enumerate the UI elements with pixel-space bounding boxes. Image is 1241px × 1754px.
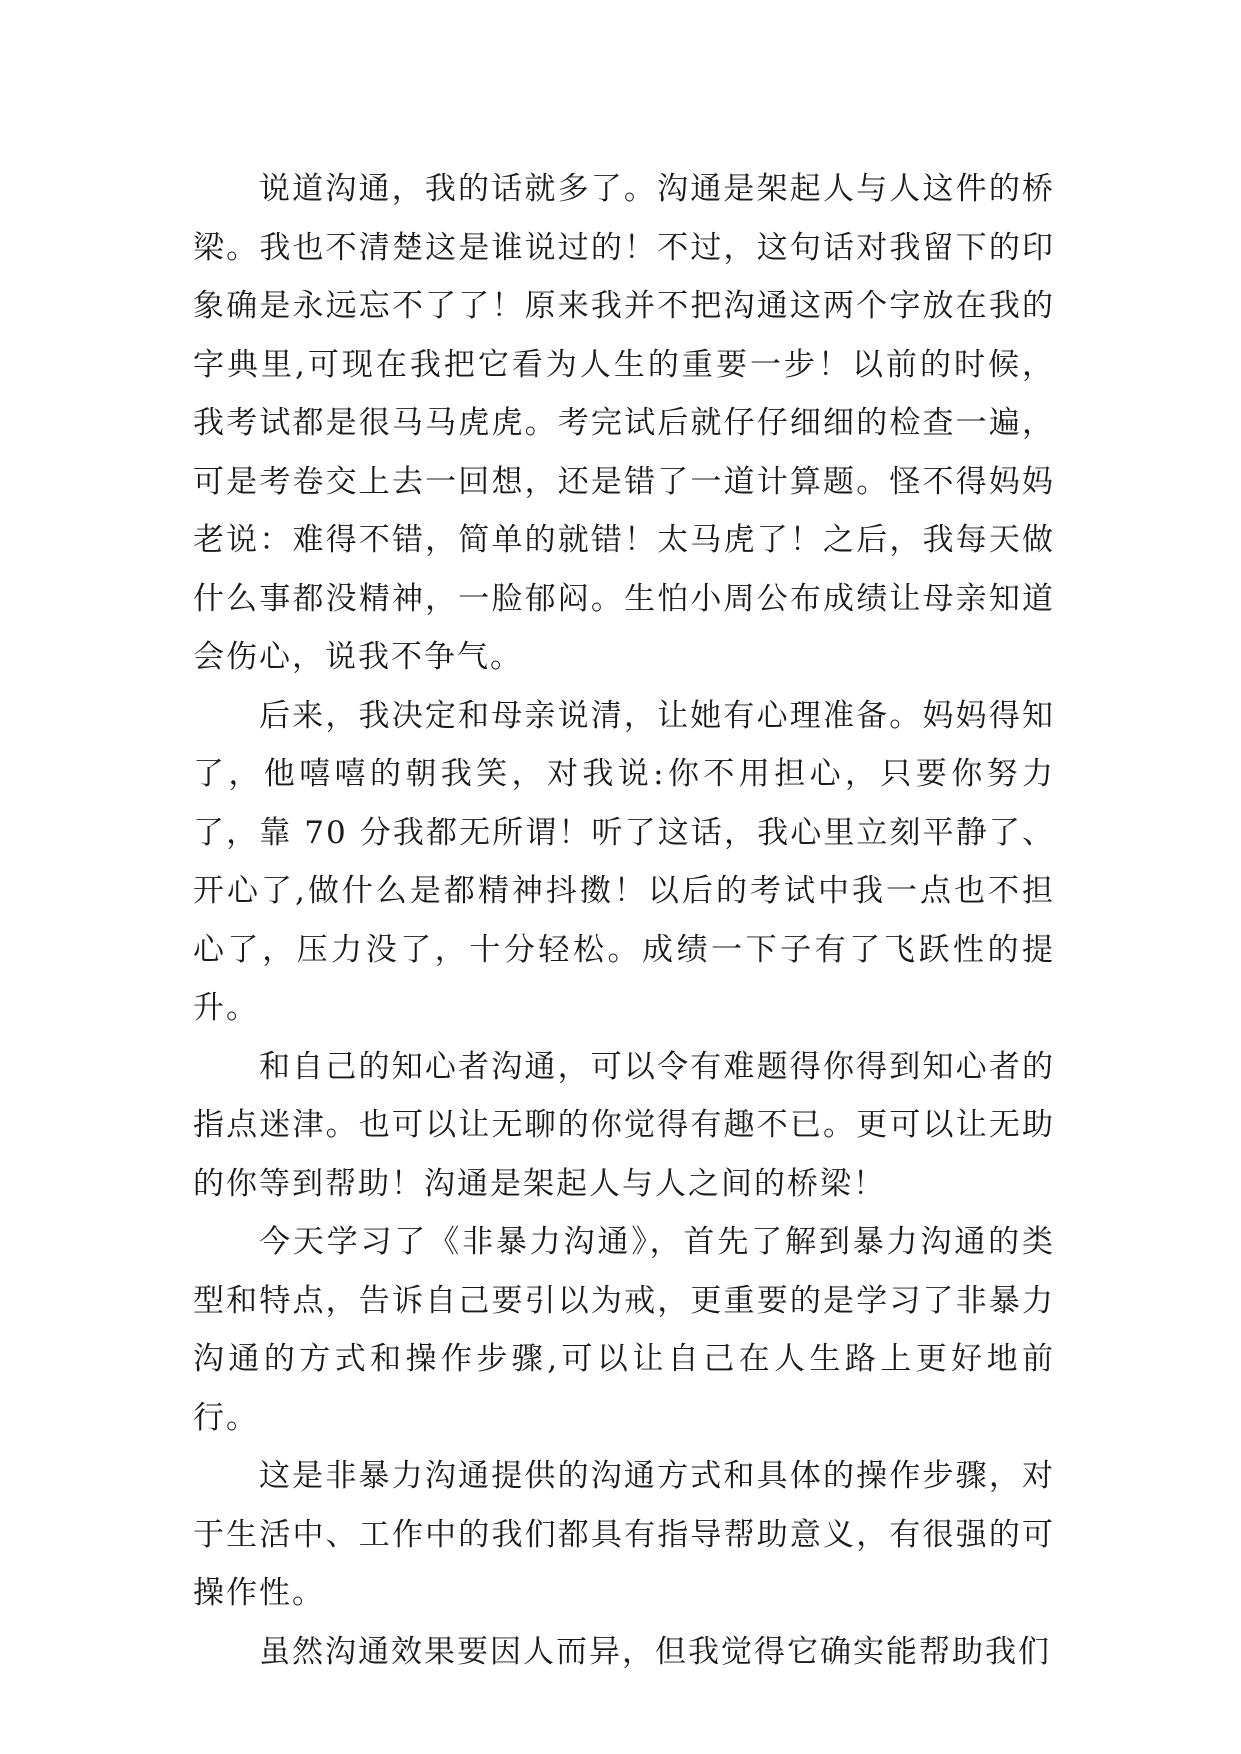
paragraph-2: 后来，我决定和母亲说清，让她有心理准备。妈妈得知了，他嘻嘻的朝我笑，对我说:你不用担心，只要你努力了，靠 70 分我都无所谓！听了这话，我心里立刻平静了、开心了,做什么是都精神抖擞！以后的考试中我一点也不担心了，压力没了，十分轻松。成绩一下子有了飞跃性的提升。 xyxy=(193,697,1055,1026)
paragraph-5: 这是非暴力沟通提供的沟通方式和具体的操作步骤，对于生活中、工作中的我们都具有指导帮助意义，有很强的可操作性。 xyxy=(193,1458,1055,1611)
paragraph-3: 和自己的知心者沟通，可以令有难题得你得到知心者的指点迷津。也可以让无聊的你觉得有趣不已。更可以让无助的你等到帮助！沟通是架起人与人之间的桥梁！ xyxy=(193,1048,1055,1202)
paragraph-4: 今天学习了《非暴力沟通》，首先了解到暴力沟通的类型和特点，告诉自己要引以为戒，更重要的是学习了非暴力沟通的方式和操作步骤,可以让自己在人生路上更好地前行。 xyxy=(193,1224,1055,1436)
paragraph-6: 虽然沟通效果要因人而异，但我觉得它确实能帮助我们 xyxy=(259,1633,1051,1670)
paragraph-1: 说道沟通，我的话就多了。沟通是架起人与人这件的桥梁。我也不清楚这是谁说过的！不过，这句话对我留下的印象确是永远忘不了了！原来我并不把沟通这两个字放在我的字典里,可现在我把它看为人生的重要一步！以前的时候，我考试都是很马马虎虎。考完试后就仔仔细细的检查一遍，可是考卷交上去一回想，还是错了一道计算题。怪不得妈妈老说：难得不错，简单的就错！太马虎了！之后，我每天做什么事都没精神，一脸郁闷。生怕小周公布成绩让母亲知道会伤心，说我不争气。 xyxy=(193,171,1055,675)
document-body xyxy=(193,160,1055,1681)
